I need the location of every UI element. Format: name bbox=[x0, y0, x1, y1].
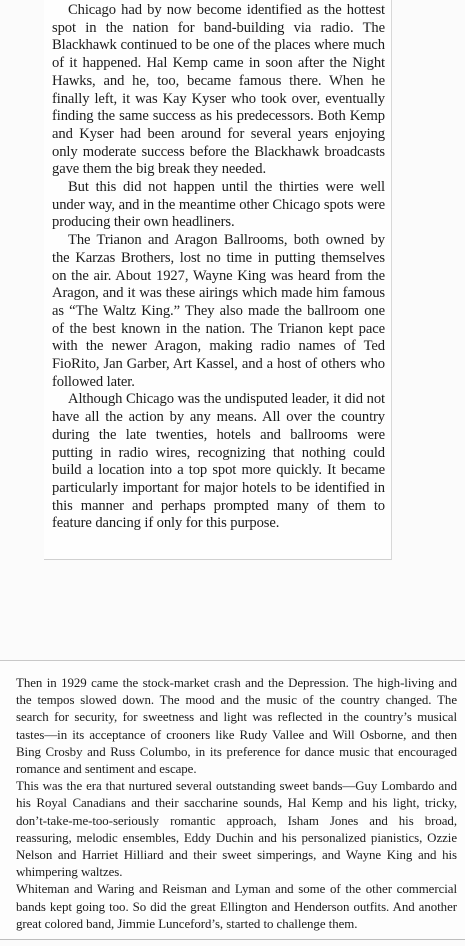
paragraph: Then in 1929 came the stock-market crash and the Depression. The high-living and the tempos slowed down. The mood and the music of the country changed. The search for security, for sweetness and light was reflected in the country’s musical tastes—in its acceptance of crooners like Rudy Vallee and Will Osborne, and then Bing Crosby and Russ Columbo, in its preference for dance music that encouraged romance and sentiment and escape. bbox=[16, 676, 457, 777]
paragraph: Although Chicago was the undisputed leader, it did not have all the action by any means. All over the country during the late twenties, hotels and ballrooms were putting in radio wires, recognizing that nothing could build a location into a top spot more quickly. It became particularly important for major hotels to be identified in this manner and perhaps prompted many of them to feature dancing if only for this purpose. bbox=[52, 391, 385, 532]
upper-clipping bbox=[44, 0, 392, 560]
paragraph: The Trianon and Aragon Ballrooms, both owned by the Karzas Brothers, lost no time in putting themselves on the air. About 1927, Wayne King was heard from the Aragon, and it was these airings which made him famous as “The Waltz King.” They also made the ballroom one of the best known in the nation. The Trianon kept pace with the newer Aragon, making radio names of Ted FioRito, Jan Garber, Art Kassel, and a host of others who followed later. bbox=[52, 232, 385, 390]
paragraph: Whiteman and Waring and Reisman and Lyman and some of the other commercial bands kept going too. So did the great Ellington and Henderson outfits. And another great colored band, Jimmie Lunceford’s, started to challenge them. bbox=[16, 882, 457, 931]
paragraph: This was the era that nurtured several outstanding sweet bands—Guy Lombardo and his Royal Canadians and their saccharine sounds, Hal Kemp and his light, tricky, don’t-take-me-too-seriously romantic approach, Isham Jones and his broad, reassuring, melodic ensembles, Eddy Duchin and his personalized pianistics, Ozzie Nelson and Harriet Hilliard and their sweet simperings, and Wayne King and his whimpering waltzes. bbox=[16, 779, 457, 880]
paragraph: Chicago had by now become identified as the hottest spot in the nation for band-building via radio. The Blackhawk continued to be one of the places where much of it happened. Hal Kemp came in soon after the Night Hawks, and he, too, became famous there. When he finally left, it was Kay Kyser who took over, eventually finding the same success as his predecessors. Both Kemp and Kyser had been around for several years enjoying only moderate success before the Blackhawk broadcasts gave them the big break they needed. bbox=[52, 2, 385, 178]
paragraph: But this did not happen until the thirties were well under way, and in the meantime other Chicago spots were producing their own headliners. bbox=[52, 179, 385, 231]
lower-clipping bbox=[0, 660, 465, 940]
